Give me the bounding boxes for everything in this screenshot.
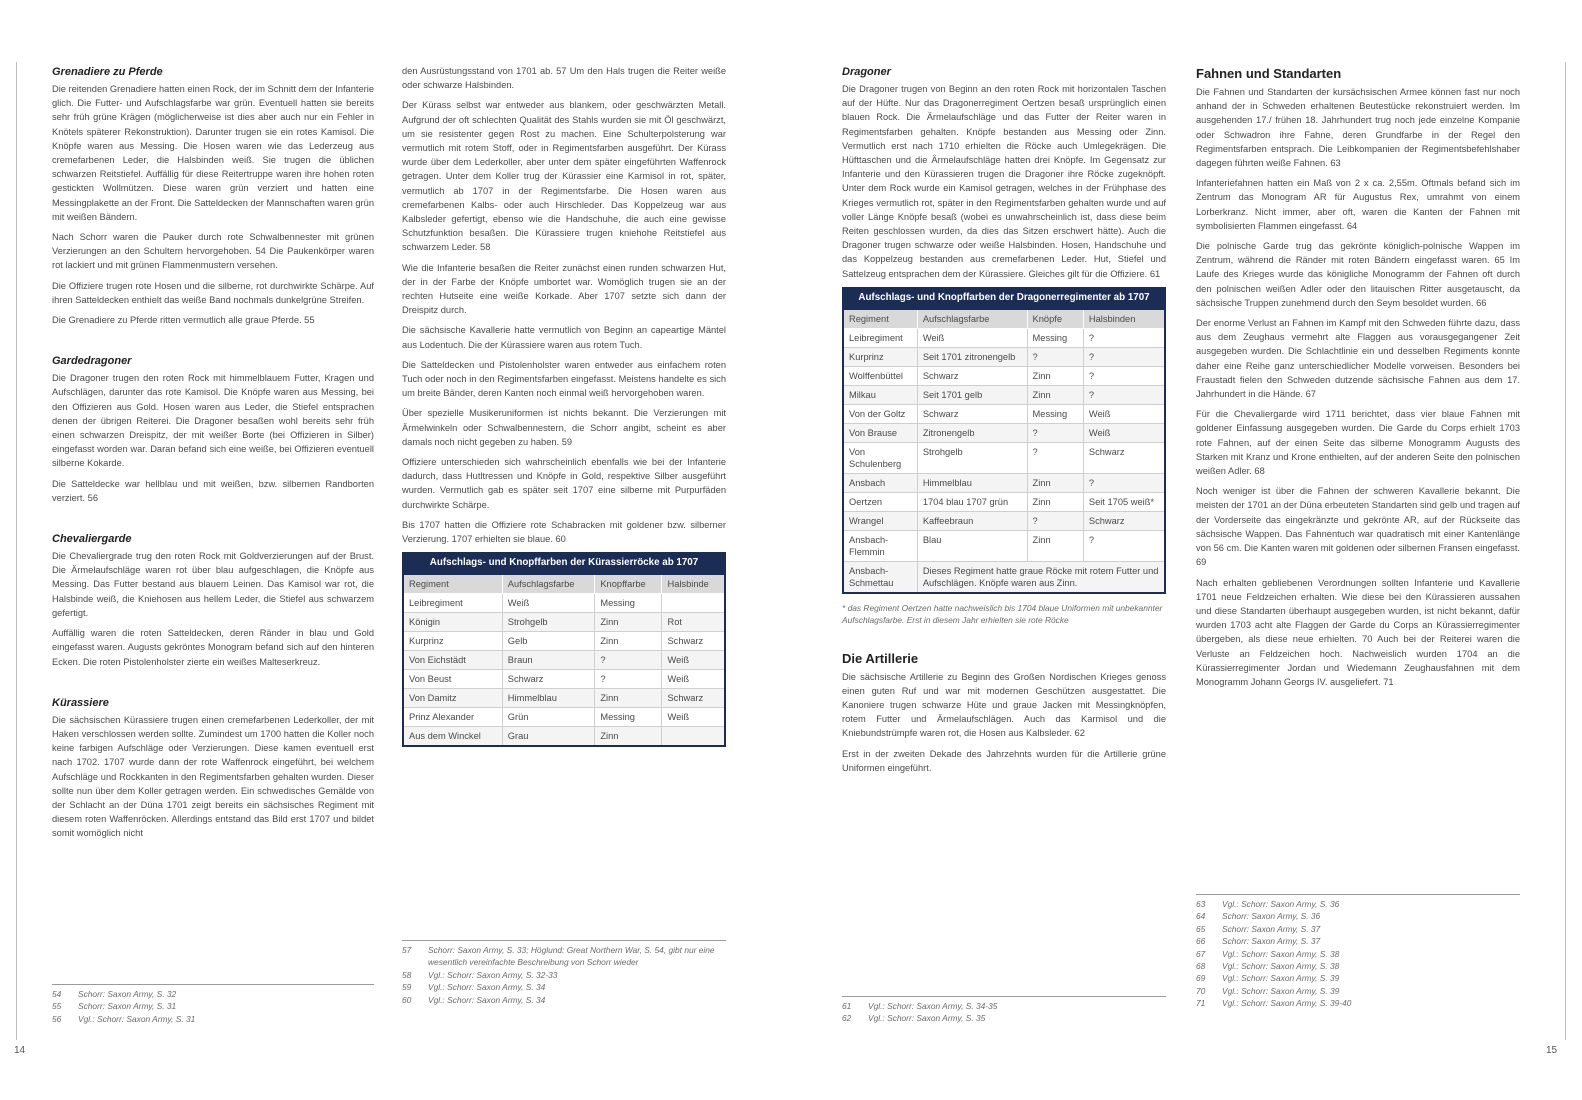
table-cell: Zinn (1027, 492, 1083, 511)
paragraph: Die Dragoner trugen den roten Rock mit himmelblauem Futter, Kragen und Aufschlägen, darunter das rote Kamisol. Die Knöpfe waren aus Messing, bei den Offizieren aus Gold. Hosen waren aus Leder, die Stiefel entsprachen denen der übrigen Reiterei. Die Dragoner besaßen wohl bereits sehr früh einen schwarzen Dreispitz, der mit weißer Borte (bei Offizieren in Silber) eingefasst worden war. Daran befand sich eine weiße, bei Offizieren eventuell silberne Kokarde. (52, 373, 374, 469)
table-cell: Zinn (1027, 530, 1083, 561)
table-cell: Schwarz (1083, 442, 1165, 473)
paragraph: Auffällig waren die roten Satteldecken, deren Ränder in blau und Gold eingefasst waren. Augusts gekröntes Monogram befand sich auf den hinteren Ecken. Die roten Pistolenholster zierte ein weißes Malteserkreuz. (52, 628, 374, 667)
footnotes-column-1 (52, 984, 374, 1025)
table-cell (662, 727, 725, 747)
table-cell: ? (1027, 423, 1083, 442)
table-cell: Gelb (502, 632, 595, 651)
footnote (842, 1000, 1166, 1012)
footnote-number: 65 (1196, 923, 1206, 934)
table-cell: Ansbach-Flemmin (843, 530, 917, 561)
column-header: Regiment (403, 574, 502, 594)
footnote (1196, 935, 1520, 947)
table-cell: Blau (917, 530, 1027, 561)
footnote (1196, 948, 1520, 960)
footnote-number: 64 (1196, 911, 1206, 922)
table-cell: Schwarz (502, 670, 595, 689)
column-3 (842, 64, 1166, 781)
footnote (842, 1012, 1166, 1024)
table-cell: Von Beust (403, 670, 502, 689)
table-cell: Zinn (595, 613, 662, 632)
table-cell: Weiß (1083, 423, 1165, 442)
table-cell: ? (1083, 473, 1165, 492)
table-row (843, 404, 1165, 423)
table-cell: Ansbach-Schmettau (843, 561, 917, 593)
table-cell: Wrangel (843, 511, 917, 530)
color-table (402, 552, 726, 747)
table-header-row (843, 309, 1165, 329)
footnote-number: 57 (402, 945, 412, 955)
table-cell: Von Brause (843, 423, 917, 442)
table-cell: Zinn (595, 632, 662, 651)
table-cell: Milkau (843, 385, 917, 404)
table-cell: Schwarz (1083, 511, 1165, 530)
column-header: Aufschlagsfarbe (502, 574, 595, 594)
table-cell: Messing (595, 594, 662, 613)
footnote (402, 969, 726, 981)
footnote-text: Vgl.: Schorr: Saxon Army, S. 34 (428, 982, 546, 993)
paragraph: Wie die Infanterie besaßen die Reiter zunächst einen runden schwarzen Hut, der in der Farbe der Knöpfe umbortet war. Womöglich trugen sie an der rechten Hutseite eine weiße Korkade. Aber 1707 setzte sich dann der Dreispitz durch. (402, 262, 726, 316)
footnote-number: 71 (1196, 998, 1206, 1009)
table-row (843, 561, 1165, 593)
footnote-text: Vgl.: Schorr: Saxon Army, S. 36 (1222, 899, 1340, 909)
table-cell: Wolffenbüttel (843, 366, 917, 385)
table-cell: Schwarz (662, 632, 725, 651)
table-cell: Messing (1027, 328, 1083, 347)
paragraph: Die Grenadiere zu Pferde ritten vermutlich alle graue Pferde. 55 (52, 315, 315, 326)
table-cell: Schwarz (917, 404, 1027, 423)
table-row (403, 651, 725, 670)
table-row (843, 511, 1165, 530)
table-cell: Kurprinz (403, 632, 502, 651)
table-row (843, 328, 1165, 347)
table-cell: Braun (502, 651, 595, 670)
paragraph: Die Chevaliergrade trug den roten Rock mit Goldverzierungen auf der Brust. Die Ärmelaufschläge waren rot über blau aufgeschlagen, die Knöpfe aus Messing. Das Futter bestand aus blauem Leinen. Das Kamisol war rot, die Halsbinde weiß, die Kniehosen aus hellem Leder, die Stiefel aus schwarzem gefertigt. (52, 551, 374, 618)
spacer (52, 333, 374, 353)
table-cell (662, 594, 725, 613)
table-cell: ? (1083, 328, 1165, 347)
footnotes-column-3 (842, 996, 1166, 1025)
footnote-text: Schorr: Saxon Army, S. 37 (1222, 923, 1321, 934)
table-cell: Kurprinz (843, 347, 917, 366)
table-row (403, 670, 725, 689)
footnotes-column-2 (402, 940, 726, 1006)
column-2 (402, 64, 726, 751)
paragraph: Bis 1707 hatten die Offiziere rote Schabracken mit goldener bzw. silberner Verzierung. 1707 erhielten sie blaue. 60 (402, 519, 726, 545)
table-cell: Schwarz (917, 366, 1027, 385)
spacer (52, 675, 374, 695)
table-cell: Von der Goltz (843, 404, 917, 423)
table-row (843, 385, 1165, 404)
table-cell: Leibregiment (843, 328, 917, 347)
paragraph: Nach erhalten gebliebenen Verordnungen sollten Infanterie und Kavallerie 1701 neue Feldzeichen erhalten. Wie diese bei den Kürassieren aussahen und diese Standarten überhaupt ausgegeben wurden, ist nicht bekannt, dafür wurden 1703 acht alte Flaggen der Garde du Corps an Kürassierregimenter übergeben, als diese neue erhielten. 70 Auch bei der Reiterei waren die Verluste an Feldzeichen hoch. Nachweislich wurden 1704 an die Kürassierregimenter Jordan und Wiedemann Zeughausfahnen mit dem Monogramm Johann Georgs IV. ausgeliefert. 71 (1196, 577, 1520, 687)
column-header: Regiment (843, 309, 917, 329)
table-cell: Strohgelb (502, 613, 595, 632)
paragraph: Die polnische Garde trug das gekrönte königlich-polnische Wappen im Zentrum, während die Ränder mit roten Bändern eingefasst waren. 65 Im Laufe des Krieges wurde das königliche Monogramm der Fahnen oft durch den polnischen weißen Adler oder den litauischen Ritter ausgetauscht, da sächsische Truppen zunehmend durch den Seym besoldet wurden. 66 (1196, 241, 1520, 308)
footnote-text: Schorr: Saxon Army, S. 33; Höglund: Great Northern War, S. 54, gibt nur eine wesentlich vereinfachte Beschreibung von Schorr wieder (428, 945, 715, 968)
table-cell: Weiß (662, 670, 725, 689)
footnote (52, 988, 374, 1000)
footnote-text: Schorr: Saxon Army, S. 37 (1222, 936, 1321, 947)
section-heading: Fahnen und Standarten (1196, 66, 1342, 81)
footnote-number: 70 (1196, 985, 1206, 996)
footnote-text: Vgl.: Schorr: Saxon Army, S. 38 (1222, 948, 1340, 959)
footnote (402, 944, 726, 969)
table-cell: Ansbach (843, 473, 917, 492)
section-heading: Dragoner (842, 66, 891, 78)
footnote-text: Vgl.: Schorr: Saxon Army, S. 34 (428, 994, 546, 1005)
table-cell: Von Damitz (403, 689, 502, 708)
table-cell: Grün (502, 708, 595, 727)
table-row (843, 473, 1165, 492)
table-cell: Aus dem Winckel (403, 727, 502, 747)
table-cell: Himmelblau (502, 689, 595, 708)
column-header: Knöpfe (1027, 309, 1083, 329)
table-cell: Rot (662, 613, 725, 632)
paragraph: Die Satteldecke war hellblau und mit weißen, bzw. silbernen Randborten verziert. 56 (52, 478, 374, 503)
table-cell: ? (1027, 511, 1083, 530)
footnote-number: 59 (402, 982, 412, 993)
table-cell: Prinz Alexander (403, 708, 502, 727)
table-cell: Weiß (917, 328, 1027, 347)
footnote-text: Vgl.: Schorr: Saxon Army, S. 34-35 (868, 1001, 998, 1011)
footnote-text: Vgl.: Schorr: Saxon Army, S. 38 (1222, 961, 1340, 972)
table-cell: Seit 1705 weiß* (1083, 492, 1165, 511)
table-cell: Messing (595, 708, 662, 727)
page-number-left: 14 (14, 1045, 26, 1056)
footnote (402, 981, 726, 993)
table-cell: Strohgelb (917, 442, 1027, 473)
right-page-edge (1565, 62, 1566, 1040)
paragraph: Der enorme Verlust an Fahnen im Kampf mit den Schweden führte dazu, dass aus dem Zeughaus vermehrt alte Flaggen aus vorausgegangener Zeit ausgegeben wurden. Die Schlachtlinie ein und desselben Regiments konnte daher eine Reihe ganz unterschiedlicher Modelle vorweisen. Besonders bei Fraustadt fielen den Schweden dutzende sächsische Fahnen aus dem 17. Jahrhundert in die Hände. 67 (1196, 318, 1520, 400)
paragraph: Die reitenden Grenadiere hatten einen Rock, der im Schnitt dem der Infanterie glich. Die Futter- und Aufschlagsfarbe war grün. Eventuell hatten sie bereits sehr früh grüne Krägen (möglicherweise ist dies aber auch nur ein Fehler in Knötels späterer Rekonstruktion). Darunter trugen sie ein rotes Kamisol. Die Knöpfe waren aus Messing. Die Hosen waren wie das Lederzeug aus cremefarbenen Leder, die Halsbinden weiß. Sie trugen die üblichen schwarzen Reitstiefel. Auffällig für diese Reitertruppe waren ihre hohen roten gestickten Wollmützen. Diese waren grün verziert und hatten eine Messingplakette an der Front. Die Satteldecken der Mannschaften waren grün mit weißen Bändern. (52, 84, 374, 222)
table-caption: Aufschlags- und Knopffarben der Kürassierröcke ab 1707 (402, 552, 726, 573)
page-number-right: 15 (1546, 1045, 1558, 1056)
table-cell: Schwarz (662, 689, 725, 708)
table-row (843, 442, 1165, 473)
table-cell: Weiß (662, 708, 725, 727)
table-row (843, 423, 1165, 442)
footnote-number: 68 (1196, 961, 1206, 972)
spacer (842, 627, 1166, 649)
paragraph: Die Satteldecken und Pistolenholster waren entweder aus einfachem roten Tuch oder noch in den Regimentsfarben eingefasst. Meistens handelte es sich um breite Bänder, deren Kanten noch einmal weiß hervorgehoben waren. (402, 359, 726, 399)
footnote (1196, 960, 1520, 972)
footnote-text: Vgl.: Schorr: Saxon Army, S. 39 (1222, 985, 1340, 996)
table-row (843, 530, 1165, 561)
section-heading: Kürassiere (52, 696, 109, 709)
table-cell: ? (595, 670, 662, 689)
table-cell: Weiß (502, 594, 595, 613)
footnote-number: 67 (1196, 948, 1206, 959)
paragraph: Über spezielle Musikeruniformen ist nichts bekannt. Die Verzierungen mit Ärmelwinkeln oder Schwalbennestern, die Schorr angibt, scheint es aber damals noch nicht gegeben zu haben. 59 (402, 408, 726, 447)
table-cell: Weiß (1083, 404, 1165, 423)
table-header-row (403, 574, 725, 594)
footnote (1196, 898, 1520, 910)
table-row (403, 727, 725, 747)
table-cell: Von Eichstädt (403, 651, 502, 670)
footnote-text: Vgl.: Schorr: Saxon Army, S. 39-40 (1222, 998, 1352, 1009)
table-cell: Zinn (595, 727, 662, 747)
column-header: Halsbinden (1083, 309, 1165, 329)
table-row (403, 632, 725, 651)
footnote-text: Schorr: Saxon Army, S. 36 (1222, 911, 1321, 922)
color-table (842, 287, 1166, 594)
paragraph: den Ausrüstungsstand von 1701 ab. 57 Um den Hals trugen die Reiter weiße oder schwarze Halsbinden. (402, 66, 726, 91)
table-cell: Seit 1701 zitronengelb (917, 347, 1027, 366)
table-cell: Leibregiment (403, 594, 502, 613)
paragraph: Der Kürass selbst war entweder aus blankem, oder geschwärzten Metall. Aufgrund der oft schlechten Qualität des Stahls wurden sie mit Öl geschwärzt, um sie resistenter gegen Rost zu machen. Eine Schulterpolsterung war vermutlich mit rotem Stoff, oder in Regimentsfarben ausgeführt. Der Kürass wurde über dem Lederkoller, aber unter dem später eingeführten Waffenrock getragen. Unter dem Koller trug der Kürassier eine Karmisol in rot, später, vermutlich ab 1707 in der Regimentsfarbe. Die Hosen waren aus cremefarbenen Kalbs- oder auch Hirschleder. Das Koppelzeug war aus Kalbsleder gefertigt, ebenso wie die Handschuhe, die auch eine gewisse Schutzfunktion besaßen. Die Kürassiere trugen kniehohe Reitstiefel aus schwarzem Leder. 58 (402, 100, 726, 253)
spacer (52, 511, 374, 531)
column-header: Halsbinde (662, 574, 725, 594)
table-cell: Zinn (595, 689, 662, 708)
table-cell: Zinn (1027, 473, 1083, 492)
table-row (403, 689, 725, 708)
table-cell: Zitronengelb (917, 423, 1027, 442)
table-cell: Dieses Regiment hatte graue Röcke mit rotem Futter und Aufschlägen. Knöpfe waren aus Zinn. (917, 561, 1165, 593)
table-row (403, 613, 725, 632)
section-heading: Gardedragoner (52, 355, 132, 368)
table-row (403, 708, 725, 727)
paragraph: Die sächsische Kavallerie hatte vermutlich von Beginn an capeartige Mäntel aus Lodentuch. Die der Kürassiere waren aus rotem Tuch. (402, 325, 726, 350)
table-cell: Königin (403, 613, 502, 632)
table-cell: Zinn (1027, 385, 1083, 404)
table-row (403, 594, 725, 613)
footnote-text: Vgl.: Schorr: Saxon Army, S. 35 (868, 1013, 986, 1024)
paragraph: Offiziere unterschieden sich wahrscheinlich ebenfalls wie bei der Infanterie dadurch, dass Hutltressen und Knöpfe in Gold, respektive Silber ausgeführt wurden. Vermutlich gab es später seit 1707 eine silberne mit Purpurfäden durchwirkte Schärpe. (402, 457, 726, 510)
column-header: Knopffarbe (595, 574, 662, 594)
paragraph: Erst in der zweiten Dekade des Jahrzehnts wurden für die Artillerie grüne Uniformen eingeführt. (842, 748, 1166, 773)
footnote-number: 55 (52, 1001, 62, 1012)
footnote (1196, 985, 1520, 997)
table-cell: ? (1083, 347, 1165, 366)
footnote (1196, 972, 1520, 984)
footnotes-column-4 (1196, 894, 1520, 1010)
footnote-text: Vgl.: Schorr: Saxon Army, S. 32-33 (428, 969, 558, 980)
table-cell: 1704 blau 1707 grün (917, 492, 1027, 511)
paragraph: Die sächsische Artillerie zu Beginn des Großen Nordischen Krieges genoss einen guten Ruf und war mit modernen Geschützen ausgestattet. Die Kanoniere trugen schwarze Hüte und graue Jacken mit Messingknöpfen, rotem Futter und Ärmelaufschlägen. Auch das Karmisol und die Kniebundstrümpfe waren rot, die Hosen aus Kalbsleder. 62 (842, 671, 1166, 739)
column-header: Aufschlagsfarbe (917, 309, 1027, 329)
table-cell: Messing (1027, 404, 1083, 423)
table-caption: Aufschlags- und Knopffarben der Dragonerregimenter ab 1707 (842, 287, 1166, 308)
left-page-edge (16, 62, 17, 1040)
footnote (402, 994, 726, 1006)
section-heading: Grenadiere zu Pferde (52, 66, 163, 78)
paragraph: Die sächsischen Kürassiere trugen einen cremefarbenen Lederkoller, der mit Haken verschlossen werden sollte. Zumindest um 1700 hatten die Koller noch keine farbigen Aufschläge oder Verzierungen. Diese kamen eventuell erst nach 1702. 1707 wurde dann der rote Waffenrock eingeführt, bei welchem Aufschläge und Rockkanten in den Regimentsfarben gehalten wurden. Dieser sollte nun über dem Koller getragen werden. Ein schwedisches Gemälde von der Schlacht an der Düna 1701 zeigt bereits ein sächsisches Regiment mit diesem roten Waffenröcken. Allerdings entstand das Bild erst 1707 und bildet somit womöglich nicht (52, 714, 374, 839)
footnote (1196, 997, 1520, 1009)
paragraph: Nach Schorr waren die Pauker durch rote Schwalbennester mit grünen Verzierungen an den Schultern hervorgehoben. 54 Die Paukenkörper waren rot lackiert und mit grünen Flammenmustern versehen. (52, 232, 374, 271)
paragraph: Für die Chevaliergarde wird 1711 berichtet, dass vier blaue Fahnen mit goldener Einfassung ausgegeben wurden. Die Garde du Corps erhielt 1703 rote Fahnen, auf der einen Seite das silberne Monogramm Augusts des Starken mit Kranz und Krone enthielten, auf der anderen Seite den polnischen weißen Adler. 68 (1196, 409, 1520, 477)
table-cell: ? (595, 651, 662, 670)
table-cell: Kaffeebraun (917, 511, 1027, 530)
table-cell: Weiß (662, 651, 725, 670)
paragraph: Infanteriefahnen hatten ein Maß von 2 x ca. 2,55m. Oftmals befand sich im Zentrum das Monogram AR für Augustus Rex, umrahmt von einem Lorberkranz. Nicht immer, aber oft, waren die Kanten der Fahnen mit symbolisierten Flammen eingefasst. 64 (1196, 178, 1520, 231)
footnote-number: 61 (842, 1001, 852, 1011)
footnote-number: 58 (402, 969, 412, 980)
paragraph: Noch weniger ist über die Fahnen der schweren Kavallerie bekannt. Die meisten der 1701 an der Düna erbeuteten Standarten sind gelb und tragen auf der Vorderseite das eingekränzte und gekrönte AR, auf der Rückseite das sächsische Wappen. Das Fahnentuch war quadratisch mit einer Kantenlänge von 56 cm. Die Kanten waren mit goldenen oder silbernen Fransen eingefasst. 69 (1196, 486, 1520, 568)
footnote-number: 63 (1196, 899, 1206, 909)
section-heading: Die Artillerie (842, 650, 919, 666)
column-4 (1196, 64, 1520, 695)
footnote-number: 66 (1196, 936, 1206, 947)
footnote-number: 56 (52, 1013, 62, 1024)
table-row (843, 366, 1165, 385)
footnote (1196, 910, 1520, 922)
table-cell: Oertzen (843, 492, 917, 511)
table-cell: Von Schulenberg (843, 442, 917, 473)
column-1 (52, 64, 374, 847)
footnote (52, 1000, 374, 1012)
footnote (1196, 923, 1520, 935)
footnote-text: Vgl.: Schorr: Saxon Army, S. 31 (78, 1013, 196, 1024)
footnote-number: 54 (52, 989, 62, 999)
table-cell: ? (1083, 366, 1165, 385)
footnote-text: Schorr: Saxon Army, S. 31 (78, 1001, 177, 1012)
paragraph: Die Offiziere trugen rote Hosen und die silberne, rot durchwirkte Schärpe. Auf ihren Satteldecken enthielt das weiße Band nochmals dunkelgrüne Streifen. (52, 280, 374, 305)
table-row (843, 347, 1165, 366)
table-cell: Grau (502, 727, 595, 747)
table-footnote: * das Regiment Oertzen hatte nachweislich bis 1704 blaue Uniformen mit unbekannter Aufschlagsfarbe. Erst in diesem Jahr erhielten sie rote Röcke (842, 602, 1163, 626)
footnote-number: 69 (1196, 973, 1206, 984)
footnote (52, 1013, 374, 1025)
table-cell: Seit 1701 gelb (917, 385, 1027, 404)
paragraph: Die Dragoner trugen von Beginn an den roten Rock mit horizontalen Taschen auf der Hüfte. Nur das Dragonerregiment Oertzen besaß ursprünglich einen blauen Rock. Die Ärmelaufschläge und das Futter der Reiter waren in Regimentsfarben gehalten. Knöpfe bestanden aus Messing oder Zinn. Vermutlich erst nach 1710 erhielten die Röcke auch Umlegekrägen. Die Hüfttaschen und die Ärmelaufschläge hatten drei Knöpfe. Im Gegensatz zur Infanterie und den Kürassieren trugen die Dragoner ihre Röcke zugeknöpft. Unter dem Rock wurde ein Kamisol getragen, welches in der Frühphase des Krieges vermutlich rot, später in den Regimentsfarben gehalten wurde und auf voller Länge Knöpfe besaß (wobei es unwahrscheinlich ist, dass diese beim Reiten geschlossen wurden, da dies das Sitzen erschwert hätte). Auch die Dragoner trugen schwarze oder weiße Halsbinden. Hosen, Handschuhe und das Koppelzeug bestanden aus cremefarbenen Leder. Hut, Stiefel und Sattelzeug entsprachen dem der Kürassiere. Gleiches gilt für die Offiziere. 61 (842, 84, 1166, 279)
footnote-number: 62 (842, 1013, 852, 1024)
table-cell: ? (1027, 442, 1083, 473)
table-row (843, 492, 1165, 511)
table-cell: Zinn (1027, 366, 1083, 385)
paragraph: Die Fahnen und Standarten der kursächsischen Armee können fast nur noch anhand der in Schweden erhaltenen Beutestücke rekonstruiert werden. Im ausgehenden 17./ frühen 18. Jahrhundert trug noch jede einzelne Kompanie oder Schwadron ihre Fahne, deren Grundfarbe in der Regel den Regimentsfarben entsprach. Die Leibkompanien der Regimentsbefehlshaber dagegen führten weiße Fahnen. 63 (1196, 87, 1520, 169)
table-cell: ? (1027, 347, 1083, 366)
footnote-text: Schorr: Saxon Army, S. 32 (78, 989, 177, 999)
footnote-text: Vgl.: Schorr: Saxon Army, S. 39 (1222, 973, 1340, 984)
footnote-number: 60 (402, 994, 412, 1005)
table-cell: ? (1083, 530, 1165, 561)
table-cell: Himmelblau (917, 473, 1027, 492)
table-cell: ? (1083, 385, 1165, 404)
section-heading: Chevaliergarde (52, 533, 132, 546)
